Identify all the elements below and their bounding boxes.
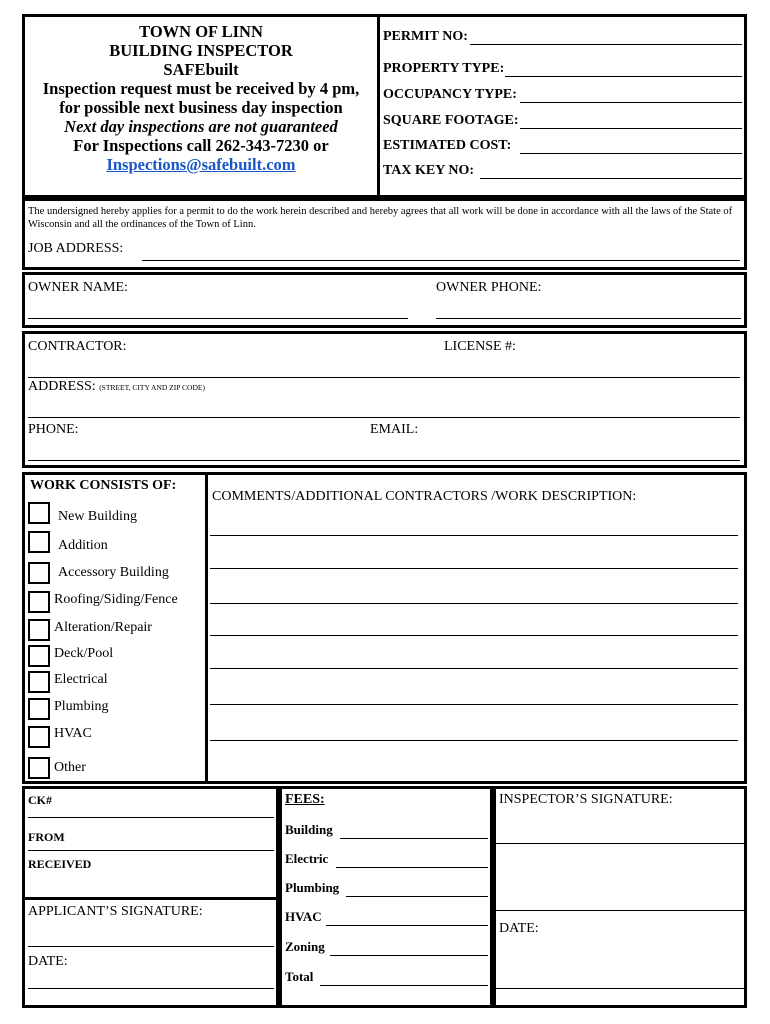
tax-key-field[interactable] bbox=[480, 178, 742, 179]
work-item-roofing-siding-fence: Roofing/Siding/Fence bbox=[54, 592, 178, 607]
fee-plumbing-field[interactable] bbox=[346, 896, 488, 897]
contractor-phone-email-field[interactable] bbox=[28, 460, 740, 461]
work-item-accessory-building: Accessory Building bbox=[58, 565, 169, 580]
checkbox-electrical[interactable] bbox=[28, 671, 50, 693]
job-address-label: JOB ADDRESS: bbox=[28, 241, 124, 256]
fee-hvac-field[interactable] bbox=[326, 925, 488, 926]
notice-line-1: Inspection request must be received by 4 pm, bbox=[42, 79, 360, 98]
fee-hvac-label: HVAC bbox=[285, 909, 322, 924]
fee-zoning-label: Zoning bbox=[285, 939, 325, 954]
fee-plumbing-label: Plumbing bbox=[285, 880, 340, 895]
tax-key-label: TAX KEY NO: bbox=[383, 163, 474, 178]
job-address-field[interactable] bbox=[142, 260, 740, 261]
comments-line-2[interactable] bbox=[210, 568, 738, 569]
ck-line[interactable] bbox=[28, 817, 274, 818]
permit-no-label: PERMIT NO: bbox=[383, 29, 468, 44]
checkbox-hvac[interactable] bbox=[28, 726, 50, 748]
contractor-address-label bbox=[28, 379, 205, 395]
email-link[interactable]: Inspections@safebuilt.com bbox=[106, 155, 296, 174]
comments-box bbox=[205, 472, 747, 784]
from-label: FROM bbox=[28, 830, 65, 844]
inspector-box bbox=[493, 786, 747, 1008]
occupancy-type-field[interactable] bbox=[520, 102, 742, 103]
square-footage-field[interactable] bbox=[520, 128, 742, 129]
inspector-signature-label: INSPECTOR’S SIGNATURE: bbox=[499, 792, 673, 807]
work-item-plumbing: Plumbing bbox=[54, 699, 109, 714]
contractor-label: CONTRACTOR: bbox=[28, 339, 127, 354]
license-label: LICENSE #: bbox=[444, 339, 516, 354]
inspector-date-label: DATE: bbox=[499, 921, 539, 936]
notice-line-2: for possible next business day inspection bbox=[59, 98, 343, 117]
checkbox-alteration-repair[interactable] bbox=[28, 619, 50, 641]
comments-line-6[interactable] bbox=[210, 704, 738, 705]
address-hint: (STREET, CITY AND ZIP CODE) bbox=[99, 383, 205, 392]
comments-line-1[interactable] bbox=[210, 535, 738, 536]
fee-electric-label: Electric bbox=[285, 851, 329, 866]
from-line[interactable] bbox=[28, 850, 274, 851]
owner-box bbox=[22, 272, 747, 328]
town-title: TOWN OF LINN bbox=[139, 22, 263, 41]
occupancy-type-label: OCCUPANCY TYPE: bbox=[383, 87, 517, 102]
address-label-text: ADDRESS: bbox=[28, 379, 96, 394]
notice-line-3: Next day inspections are not guaranteed bbox=[64, 117, 338, 136]
agency-name: SAFEbuilt bbox=[163, 60, 239, 79]
declaration-text: The undersigned hereby applies for a permit to do the work herein described and hereby agrees that all work will be done in accordance with all the laws of the State of Wisconsin and all the ordinances of the Town of Linn. bbox=[28, 206, 733, 230]
received-label: RECEIVED bbox=[28, 857, 92, 871]
department-title: BUILDING INSPECTOR bbox=[109, 41, 293, 60]
applicant-signature-label: APPLICANT’S SIGNATURE: bbox=[28, 904, 203, 919]
applicant-date-line[interactable] bbox=[28, 988, 274, 989]
phone-line: For Inspections call 262-343-7230 or bbox=[73, 136, 329, 155]
fee-total-label: Total bbox=[285, 969, 314, 984]
owner-phone-field[interactable] bbox=[436, 318, 741, 319]
work-item-addition: Addition bbox=[58, 538, 108, 553]
fees-title: FEES: bbox=[285, 792, 325, 807]
checkbox-roofing-siding-fence[interactable] bbox=[28, 591, 50, 613]
contractor-box bbox=[22, 331, 747, 468]
header-block bbox=[24, 22, 378, 174]
estimated-cost-label: ESTIMATED COST: bbox=[383, 138, 512, 153]
contractor-address-field[interactable] bbox=[28, 417, 740, 418]
contractor-email-label: EMAIL: bbox=[370, 422, 419, 437]
owner-name-field[interactable] bbox=[28, 318, 408, 319]
work-item-new-building: New Building bbox=[58, 509, 137, 524]
applicant-signature-line[interactable] bbox=[28, 946, 274, 947]
contractor-field[interactable] bbox=[28, 377, 740, 378]
estimated-cost-field[interactable] bbox=[520, 153, 742, 154]
comments-line-3[interactable] bbox=[210, 603, 738, 604]
inspector-signature-line[interactable] bbox=[496, 843, 744, 844]
property-type-field[interactable] bbox=[505, 76, 742, 77]
comments-line-5[interactable] bbox=[210, 668, 738, 669]
owner-phone-label: OWNER PHONE: bbox=[436, 280, 542, 295]
checkbox-plumbing[interactable] bbox=[28, 698, 50, 720]
inspector-divider bbox=[496, 910, 744, 911]
work-item-electrical: Electrical bbox=[54, 672, 108, 687]
fee-building-field[interactable] bbox=[340, 838, 488, 839]
ck-label: CK# bbox=[28, 793, 52, 807]
applicant-date-label: DATE: bbox=[28, 954, 68, 969]
comments-label: COMMENTS/ADDITIONAL CONTRACTORS /WORK DESCRIPTION: bbox=[212, 489, 637, 504]
fee-electric-field[interactable] bbox=[336, 867, 488, 868]
checkbox-deck-pool[interactable] bbox=[28, 645, 50, 667]
work-item-hvac: HVAC bbox=[54, 726, 92, 741]
work-item-deck-pool: Deck/Pool bbox=[54, 646, 114, 661]
inspector-date-line[interactable] bbox=[496, 988, 744, 989]
permit-no-field[interactable] bbox=[470, 44, 742, 45]
checkbox-addition[interactable] bbox=[28, 531, 50, 553]
checkbox-new-building[interactable] bbox=[28, 502, 50, 524]
applicant-divider bbox=[22, 897, 279, 900]
work-title: WORK CONSISTS OF: bbox=[30, 478, 177, 493]
property-type-label: PROPERTY TYPE: bbox=[383, 61, 505, 76]
work-item-other: Other bbox=[54, 760, 86, 775]
owner-name-label: OWNER NAME: bbox=[28, 280, 128, 295]
fee-zoning-field[interactable] bbox=[330, 955, 488, 956]
fee-building-label: Building bbox=[285, 822, 333, 837]
comments-line-4[interactable] bbox=[210, 635, 738, 636]
work-item-alteration-repair: Alteration/Repair bbox=[54, 620, 152, 635]
square-footage-label: SQUARE FOOTAGE: bbox=[383, 113, 519, 128]
fee-total-field[interactable] bbox=[320, 985, 488, 986]
comments-line-7[interactable] bbox=[210, 740, 738, 741]
checkbox-accessory-building[interactable] bbox=[28, 562, 50, 584]
checkbox-other[interactable] bbox=[28, 757, 50, 779]
contractor-phone-label: PHONE: bbox=[28, 422, 79, 437]
